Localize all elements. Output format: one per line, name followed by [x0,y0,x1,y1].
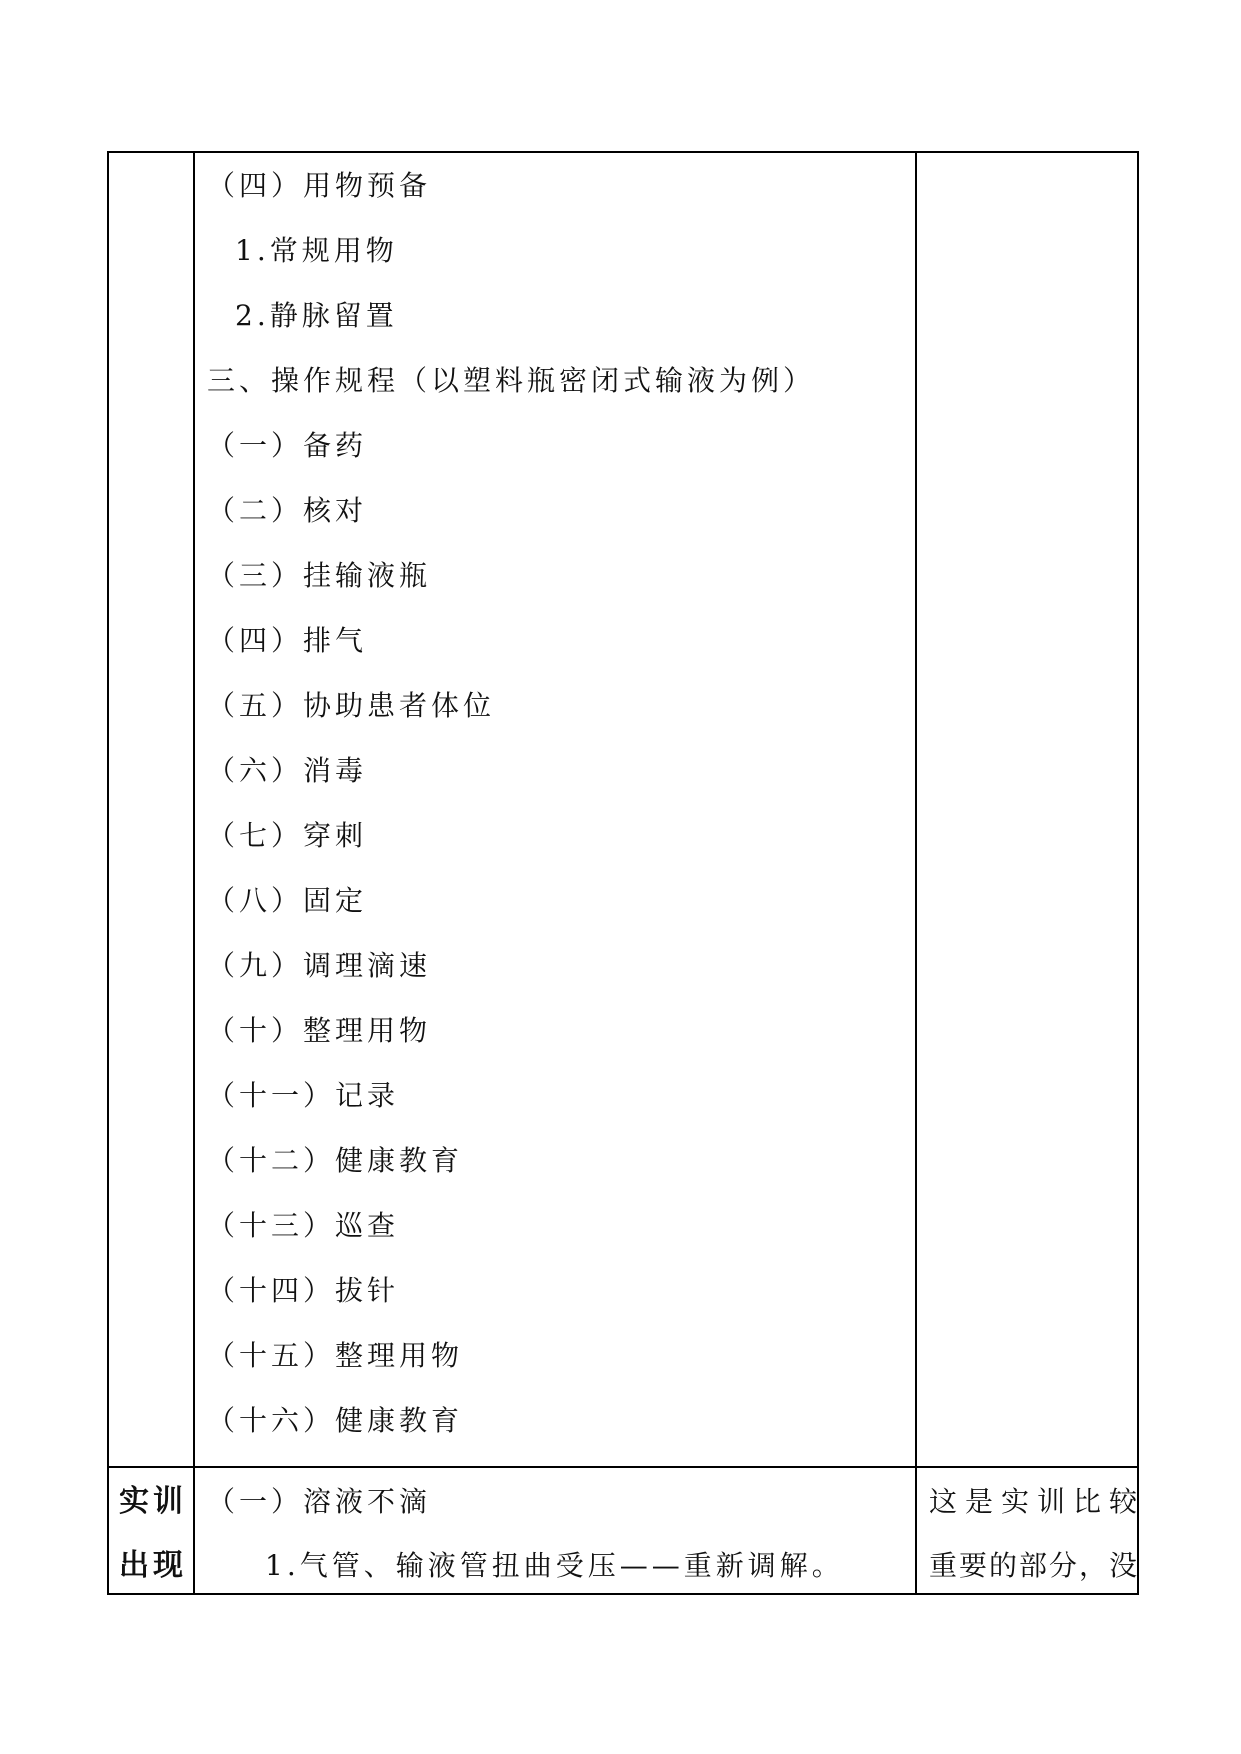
content-line: （七）穿刺 [207,819,368,852]
content-line: （九）调理滴速 [207,949,432,982]
column-divider-2 [915,151,917,1595]
document-table [107,151,1146,1595]
note-line: 这是实训比较 [929,1485,1146,1518]
row-label-line: 实训 [119,1484,187,1519]
column-divider-1 [193,151,195,1595]
content-line: （八）固定 [207,884,368,917]
content-line: 1.气管、输液管扭曲受压——重新调解。 [265,1549,844,1582]
content-line: （十六）健康教育 [207,1404,464,1437]
content-line: （六）消毒 [207,754,368,787]
content-line: （十三）巡查 [207,1209,400,1242]
content-line: （十）整理用物 [207,1014,432,1047]
table-border-top [107,151,1139,153]
content-line: 2.静脉留置 [235,299,398,332]
content-line: （四）排气 [207,624,368,657]
content-line: （十四）拔针 [207,1274,400,1307]
content-line: （二）核对 [207,494,368,527]
table-border-left [107,151,109,1595]
row-divider [107,1466,1139,1468]
content-line: （一）备药 [207,429,368,462]
note-line: 重要的部分，没 [929,1549,1140,1582]
content-line: （五）协助患者体位 [207,689,496,722]
content-line: （十二）健康教育 [207,1144,464,1177]
content-line: （一）溶液不滴 [207,1485,432,1518]
table-border-bottom [107,1593,1139,1595]
content-line: （十五）整理用物 [207,1339,464,1372]
content-line: 1.常规用物 [235,234,398,267]
table-border-right [1137,151,1139,1595]
content-line: 三、操作规程（以塑料瓶密闭式输液为例） [207,364,816,397]
content-line: （十一）记录 [207,1079,400,1112]
row-label-line: 出现 [119,1548,187,1583]
content-line: （四）用物预备 [207,169,432,202]
content-line: （三）挂输液瓶 [207,559,432,592]
